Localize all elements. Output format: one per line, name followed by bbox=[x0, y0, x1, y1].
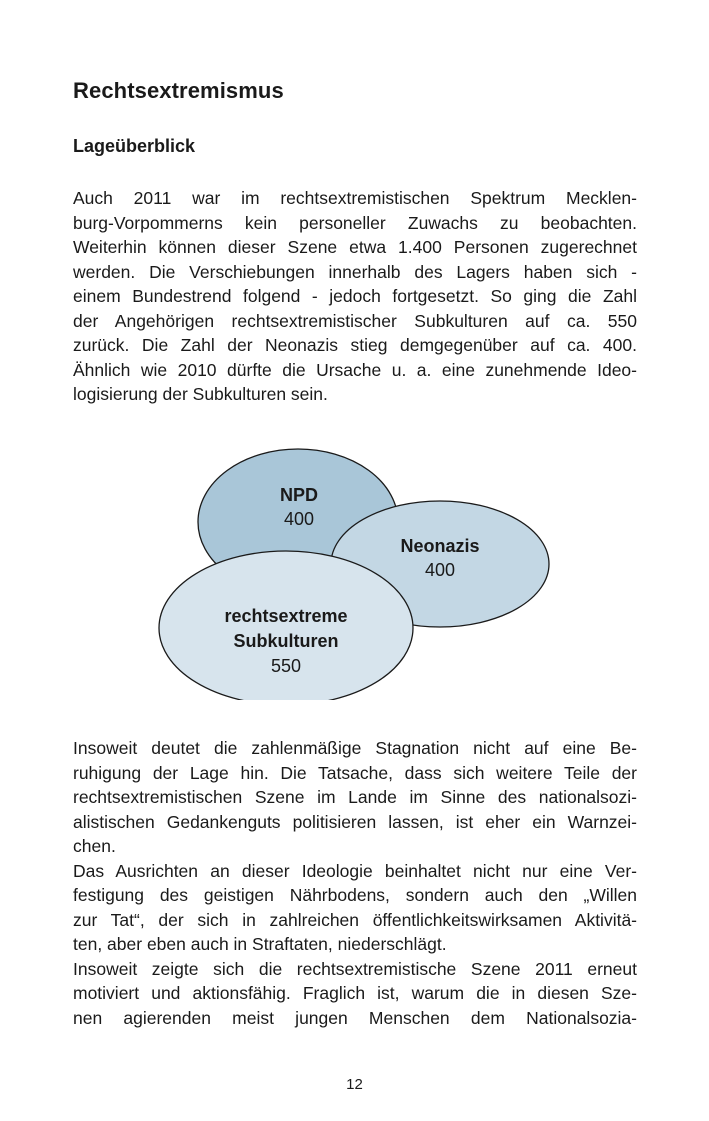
text-line: burg-Vorpommerns kein personeller Zuwachs zu beobachten. bbox=[73, 212, 637, 233]
subkulturen-value: 550 bbox=[270, 656, 302, 676]
paragraph-ideology bbox=[73, 859, 637, 957]
text-line: logisierung der Subkulturen sein. bbox=[73, 384, 328, 404]
text-line: einem Bundestrend folgend - jedoch fortgesetzt. So ging die Zahl bbox=[73, 286, 637, 306]
text-line: werden. Die Verschiebungen innerhalb des Lagers haben sich - bbox=[73, 261, 637, 282]
page-number: 12 bbox=[346, 1076, 363, 1093]
subkulturen-label-line2: Subkulturen bbox=[233, 631, 339, 651]
neonazis-label: Neonazis bbox=[400, 536, 480, 556]
text-line: Weiterhin können dieser Szene etwa 1.400 Personen zugerechnet bbox=[73, 237, 637, 257]
subsection-heading: Lageüberblick bbox=[73, 136, 196, 156]
paragraph-intro bbox=[73, 186, 637, 407]
npd-label: NPD bbox=[279, 485, 319, 505]
text-line: festigung des geistigen Nährbodens, sondern auch den „Willen bbox=[73, 885, 637, 905]
section-heading: Rechtsextremismus bbox=[73, 78, 284, 103]
text-line: chen. bbox=[73, 836, 116, 856]
paragraph-motivation bbox=[73, 957, 637, 1031]
paragraph-stagnation bbox=[73, 736, 637, 859]
text-line: ten, aber eben auch in Straftaten, niederschlägt. bbox=[73, 934, 447, 954]
text-line: Das Ausrichten an dieser Ideologie beinhaltet nicht nur eine Ver- bbox=[73, 860, 637, 881]
text-line: der Angehörigen rechtsextremistischer Subkulturen auf ca. 550 bbox=[73, 310, 637, 331]
text-line: nen agierenden meist jungen Menschen dem Nationalsozia- bbox=[73, 1007, 637, 1028]
text-line: Insoweit zeigte sich die rechtsextremistische Szene 2011 erneut bbox=[73, 958, 637, 979]
text-line: rechtsextremistischen Szene im Lande im Sinne des nationalsozi- bbox=[73, 787, 637, 807]
text-line: motiviert und aktionsfähig. Fraglich ist, warum die in diesen Sze- bbox=[73, 983, 637, 1003]
text-line: zur Tat“, der sich in zahlreichen öffentlichkeitswirksamen Aktivitä- bbox=[73, 909, 637, 930]
overlap-diagram bbox=[150, 440, 560, 700]
subkulturen-label-line1: rechtsextreme bbox=[224, 606, 348, 626]
neonazis-value: 400 bbox=[424, 560, 456, 580]
text-line: Ähnlich wie 2010 dürfte die Ursache u. a. eine zunehmende Ideo- bbox=[73, 359, 637, 380]
text-line: alistischen Gedankenguts politisieren lassen, ist eher ein Warnzei- bbox=[73, 811, 637, 832]
text-line: ruhigung der Lage hin. Die Tatsache, dass sich weitere Teile der bbox=[73, 762, 637, 783]
text-line: zurück. Die Zahl der Neonazis stieg demgegenüber auf ca. 400. bbox=[73, 335, 637, 355]
npd-value: 400 bbox=[283, 509, 315, 529]
text-line: Auch 2011 war im rechtsextremistischen Spektrum Mecklen- bbox=[73, 188, 637, 208]
text-line: Insoweit deutet die zahlenmäßige Stagnation nicht auf eine Be- bbox=[73, 738, 637, 758]
